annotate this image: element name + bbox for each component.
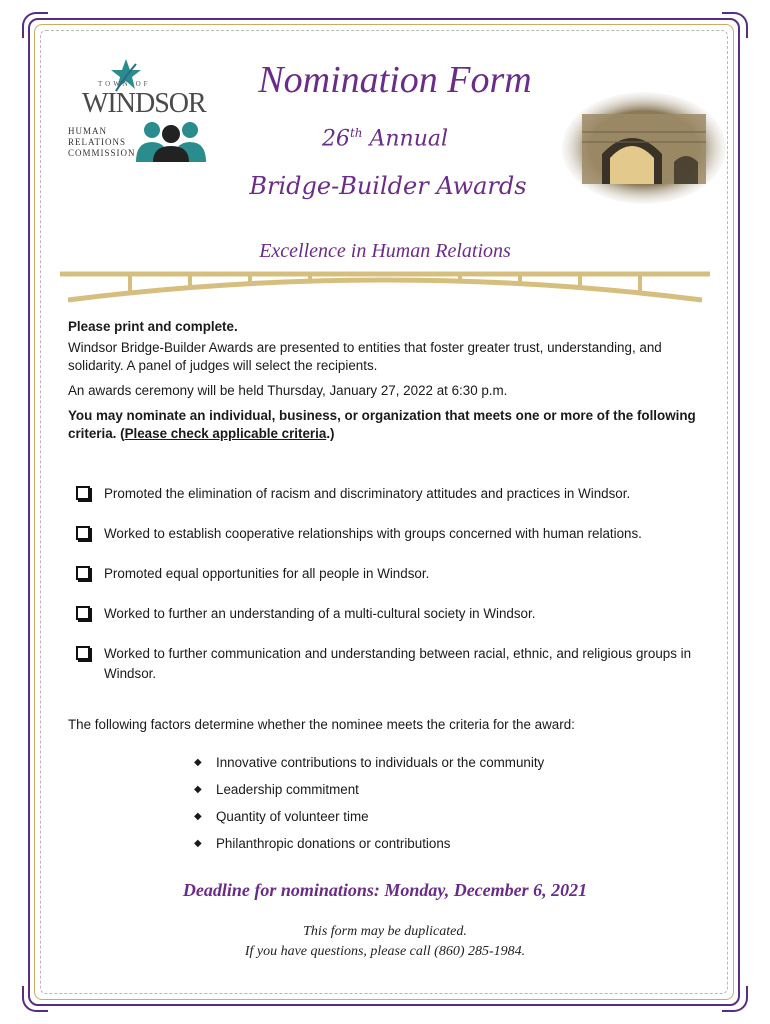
criteria-item[interactable] (76, 644, 704, 684)
logo-town-of: TOWN OF (98, 80, 151, 88)
factor-item (194, 781, 544, 808)
checkbox-icon[interactable] (76, 606, 90, 620)
criteria-list (76, 484, 726, 684)
logo-commission-line: HUMAN (68, 126, 108, 136)
checkbox-icon[interactable] (76, 526, 90, 540)
factor-label: Quantity of volunteer time (216, 809, 369, 824)
criteria-label: Worked to further communication and understanding between racial, ethnic, and religious groups in Windsor. (104, 646, 692, 681)
criteria-label: Promoted equal opportunities for all people in Windsor. (104, 566, 430, 581)
factors-intro: The following factors determine whether the nominee meets the criteria for the award: (68, 717, 575, 732)
factor-label: Leadership commitment (216, 782, 359, 797)
criteria-label: Worked to further an understanding of a multi-cultural society in Windsor. (104, 606, 536, 621)
factors-list (194, 754, 544, 862)
factor-item (194, 754, 544, 781)
diamond-bullet-icon: ◆ (194, 838, 202, 849)
criteria-item[interactable] (76, 564, 726, 584)
annual-word: Annual (369, 126, 449, 152)
subtitle: Excellence in Human Relations (259, 240, 511, 262)
criteria-label: Promoted the elimination of racism and discriminatory attitudes and practices in Windsor. (104, 486, 631, 501)
corner-ornament (722, 986, 748, 1012)
annual-heading (300, 126, 470, 151)
annual-number: 26 (321, 126, 350, 152)
factor-label: Innovative contributions to individuals or the community (216, 755, 545, 770)
intro-section (68, 318, 718, 443)
factor-item (194, 808, 544, 835)
logo-commission-line: COMMISSION (68, 148, 136, 158)
annual-suffix: th (349, 126, 363, 140)
bridge-photo (562, 92, 726, 204)
awards-title: Bridge-Builder Awards (249, 172, 527, 200)
instruction-text: Please print and complete. (68, 319, 238, 334)
nominate-emphasis: Please check applicable criteria (124, 426, 327, 441)
windsor-logo (64, 58, 214, 170)
criteria-item[interactable] (76, 604, 726, 624)
criteria-item[interactable] (76, 524, 726, 544)
nominate-text (68, 407, 718, 443)
nominate-main: You may nominate an individual, business, or organization that meets one or more of the following criteria. ( (68, 408, 696, 441)
footer-line: This form may be duplicated. (303, 924, 467, 939)
deadline-text: Deadline for nominations: Monday, December 6, 2021 (182, 880, 588, 900)
people-icon (134, 118, 208, 162)
ceremony-text: An awards ceremony will be held Thursday, January 27, 2022 at 6:30 p.m. (68, 383, 508, 398)
criteria-label: Worked to establish cooperative relationships with groups concerned with human relations. (104, 526, 642, 541)
diamond-bullet-icon: ◆ (194, 811, 202, 822)
description-text: Windsor Bridge-Builder Awards are presented to entities that foster greater trust, understanding, and solidarity. A panel of judges will select the recipients. (68, 340, 662, 373)
nominate-end: .) (326, 426, 335, 441)
logo-commission (68, 126, 136, 159)
checkbox-icon[interactable] (76, 566, 90, 580)
diamond-bullet-icon: ◆ (194, 784, 202, 795)
corner-ornament (722, 12, 748, 38)
corner-ornament (22, 12, 48, 38)
bridge-graphic (60, 266, 710, 306)
diamond-bullet-icon: ◆ (194, 757, 202, 768)
footer-line: If you have questions, please call (860) 285-1984. (244, 944, 526, 959)
corner-ornament (22, 986, 48, 1012)
factor-label: Philanthropic donations or contributions (216, 836, 451, 851)
criteria-item[interactable] (76, 484, 726, 504)
logo-commission-line: RELATIONS (68, 137, 126, 147)
checkbox-icon[interactable] (76, 486, 90, 500)
footer-note (100, 922, 670, 962)
page-title: Nomination Form (258, 59, 532, 101)
logo-windsor: WINDSOR (82, 88, 206, 119)
factor-item (194, 835, 544, 862)
checkbox-icon[interactable] (76, 646, 90, 660)
